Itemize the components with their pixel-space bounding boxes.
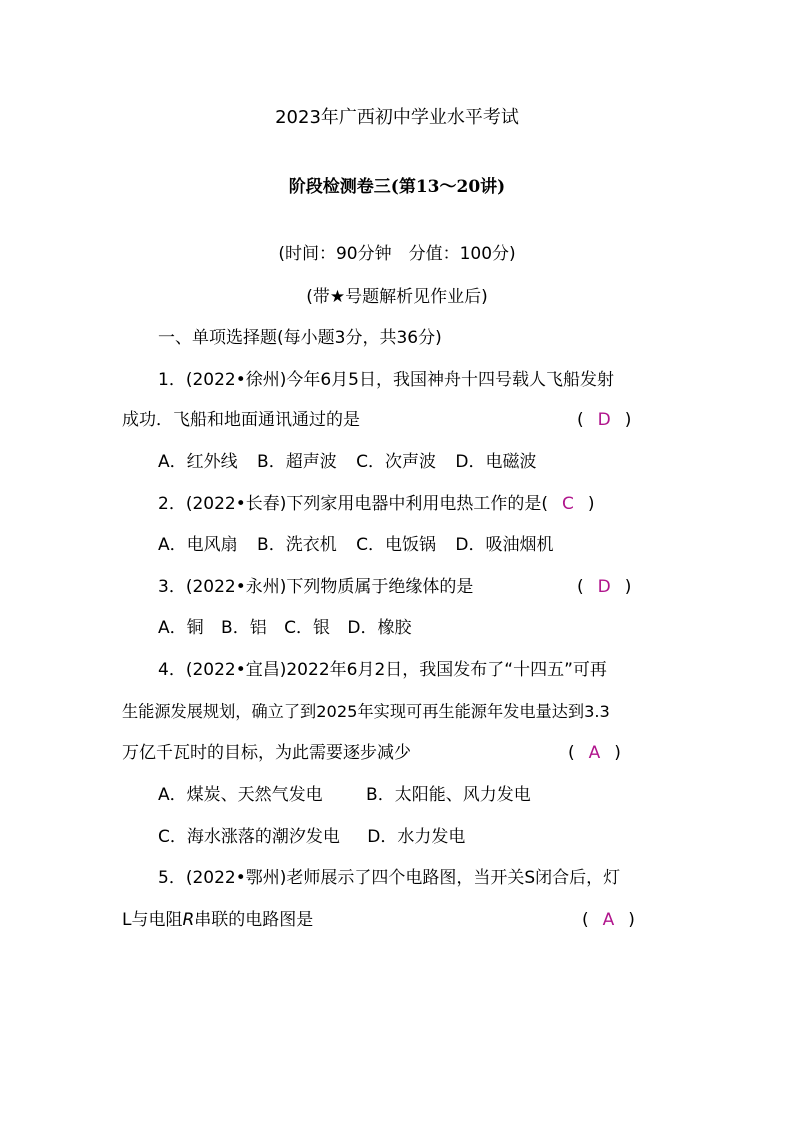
question-2-options <box>158 533 554 557</box>
note-line: (带★号题解析见作业后) <box>306 287 488 307</box>
question-2-stem: 2．(2022•长春)下列家用电器中利用电热工作的是 <box>158 494 542 514</box>
option-a: A．电风扇 <box>158 535 238 555</box>
question-4-options-row-1 <box>158 783 531 807</box>
question-5-text-b: 串联的电路图是 <box>194 910 314 930</box>
paren-close: ) <box>624 410 632 430</box>
option-a: A．煤炭、天然气发电 <box>158 785 323 805</box>
option-a: A．铜 <box>158 618 204 638</box>
option-c: C．银 <box>284 618 330 638</box>
option-b: B．洗衣机 <box>257 535 337 555</box>
option-d: D．橡胶 <box>347 618 412 638</box>
paren-open: ( <box>568 743 575 763</box>
answer-letter: D <box>597 410 611 430</box>
question-1-options <box>158 450 537 474</box>
question-4-answer <box>568 741 621 765</box>
paren-open: ( <box>577 410 584 430</box>
option-d: D．水力发电 <box>367 827 466 847</box>
answer-letter: A <box>588 743 601 763</box>
option-a: A．红外线 <box>158 452 238 472</box>
question-5-answer <box>582 908 635 932</box>
question-3-line-1: 3．(2022•永州)下列物质属于绝缘体的是 <box>158 577 474 597</box>
question-4-line-2: 生能源发展规划，确立了到2025年实现可再生能源年发电量达到3.3 <box>122 702 610 721</box>
question-4-options-row-2 <box>158 825 465 849</box>
option-d: D．电磁波 <box>455 452 537 472</box>
option-c: C．电饭锅 <box>356 535 436 555</box>
question-2-line-1 <box>158 492 595 516</box>
paren-close: ) <box>624 577 632 597</box>
paren-open: ( <box>577 577 584 597</box>
option-b: B．超声波 <box>257 452 337 472</box>
option-b: B．太阳能、风力发电 <box>366 785 531 805</box>
paren-close: ) <box>587 494 595 514</box>
resistor-symbol: R <box>182 910 195 930</box>
option-c: C．次声波 <box>356 452 436 472</box>
question-4-line-3: 万亿千瓦时的目标，为此需要逐步减少 <box>122 743 411 763</box>
answer-letter: A <box>602 910 615 930</box>
paren-open: ( <box>582 910 589 930</box>
question-1-line-1: 1．(2022•徐州)今年6月5日，我国神舟十四号载人飞船发射 <box>158 370 615 390</box>
answer-letter: C <box>562 494 574 514</box>
question-2-answer <box>541 494 594 514</box>
paren-close: ) <box>628 910 635 930</box>
question-5-line-2 <box>122 908 313 932</box>
section-heading: 一、单项选择题(每小题3分，共36分) <box>158 328 442 348</box>
question-1-line-2: 成功．飞船和地面通讯通过的是 <box>122 410 360 430</box>
question-3-options <box>158 616 412 640</box>
question-3-answer <box>577 575 631 599</box>
question-4-line-1: 4．(2022•宜昌)2022年6月2日，我国发布了“十四五”可再 <box>158 660 607 680</box>
option-d: D．吸油烟机 <box>455 535 554 555</box>
answer-letter: D <box>597 577 611 597</box>
option-b: B．铝 <box>221 618 267 638</box>
page-title: 2023年广西初中学业水平考试 <box>275 107 519 128</box>
question-5-line-1: 5．(2022•鄂州)老师展示了四个电路图，当开关S闭合后，灯 <box>158 868 621 888</box>
question-5-text-a: L与电阻 <box>122 910 183 930</box>
question-1-answer <box>577 408 631 432</box>
option-c: C．海水涨落的潮汐发电 <box>158 827 340 847</box>
paren-close: ) <box>614 743 621 763</box>
paren-open: ( <box>541 494 549 514</box>
exam-subtitle: 阶段检测卷三(第13～20讲) <box>288 177 506 197</box>
time-info: (时间：90分钟 分值：100分) <box>278 244 516 264</box>
